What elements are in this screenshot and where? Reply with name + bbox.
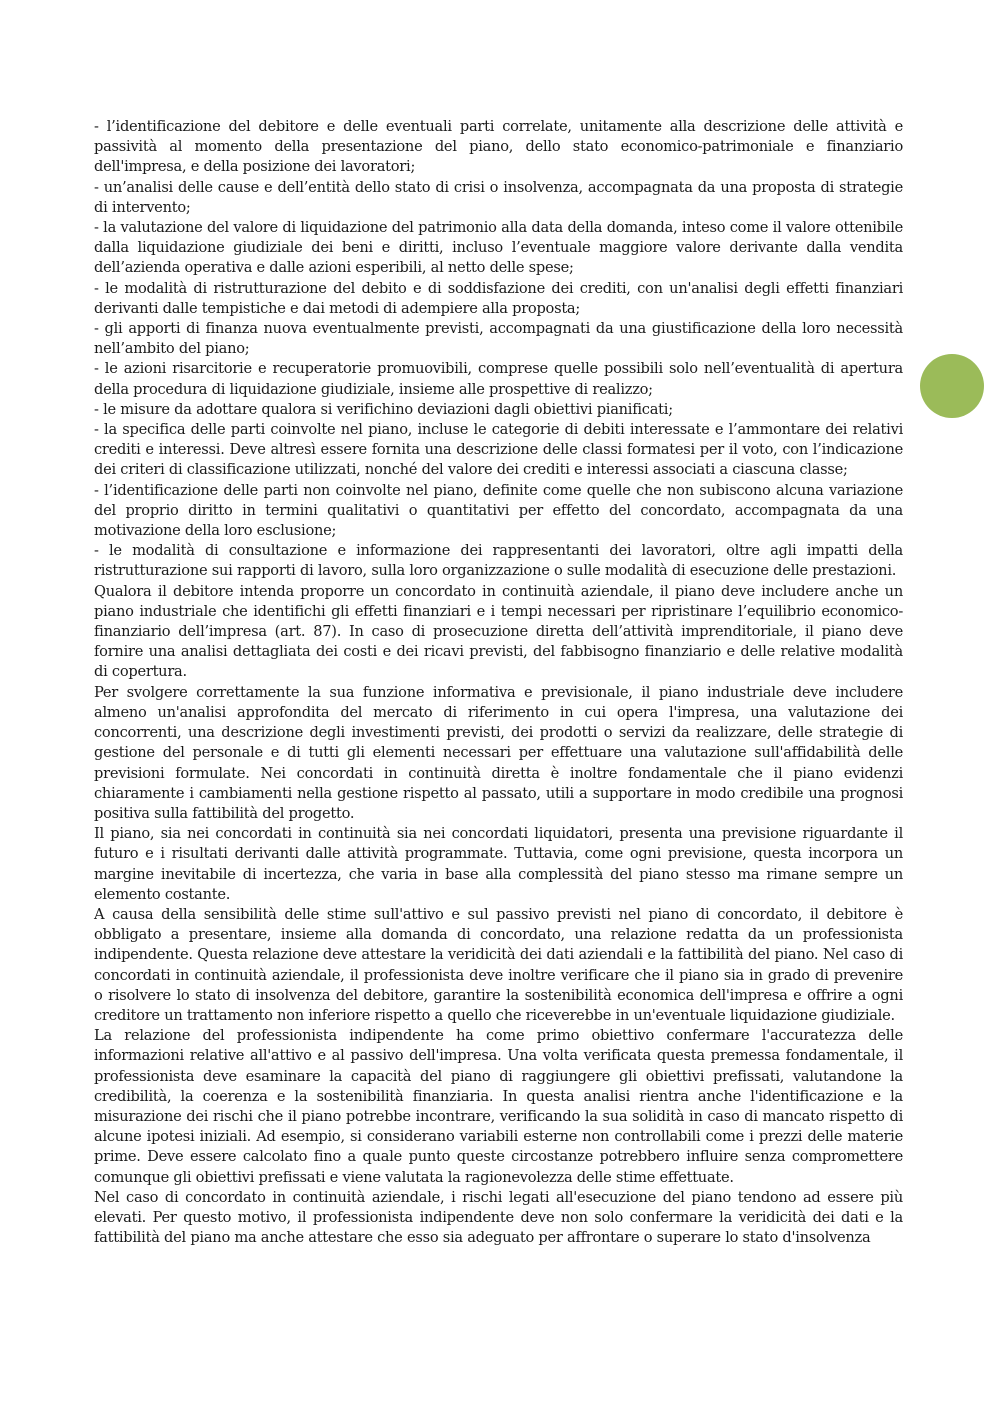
list-item-worker-consultation: - le modalità di consultazione e informazione dei rappresentanti dei lavoratori, oltre agli impatti della ristrutturazione sui rapporti di lavoro, sulla loro organizzazione o sulle modalità di esecuzione delle prestazioni.	[94, 542, 903, 580]
paragraph-report-objectives: La relazione del professionista indipendente ha come primo obiettivo confermare l'accuratezza delle informazioni relative all'attivo e al passivo dell'impresa. Una volta verificata questa premessa fondamentale, il professionista deve esaminare la capacità del piano di raggiungere gli obiettivi prefissati, valutandone la credibilità, la coerenza e la sostenibilità finanziaria. In questa analisi rientra anche l'identificazione e la misurazione dei rischi che il piano potrebbe incontrare, verificando la sua solidità in caso di mancato rispetto di alcune ipotesi iniziali. Ad esempio, si considerano variabili esterne non controllabili come i prezzi delle materie prime. Deve essere calcolato fino a quale punto queste circostanze potrebbero influire senza compromettere comunque gli obiettivi prefissati e viene valutata la ragionevolezza delle stime effettuate.	[94, 1027, 903, 1186]
list-item-debt-restructuring: - le modalità di ristrutturazione del debito e di soddisfazione dei crediti, con un'analisi degli effetti finanziari derivanti dalle tempistiche e dai metodi di adempiere alla proposta;	[94, 279, 903, 317]
body-text	[94, 117, 903, 1248]
list-item-involved-parties: - la specifica delle parti coinvolte nel piano, incluse le categorie di debiti interessate e l’ammontare dei relativi crediti e interessi. Deve altresì essere fornita una descrizione delle classi formatesi per il voto, con l’indicazione dei criteri di classificazione utilizzati, nonché del valore dei crediti e interessi associati a ciascuna classe;	[94, 421, 903, 479]
paragraph-continuity-plan: Qualora il debitore intenda proporre un concordato in continuità aziendale, il piano deve includere anche un piano industriale che identifichi gli effetti finanziari e i tempi necessari per ripristinare l’equilibrio economico-finanziario dell’impresa (art. 87). In caso di prosecuzione diretta dell’attività imprenditoriale, il piano deve fornire una analisi dettagliata dei costi e dei ricavi previsti, del fabbisogno finanziario e delle relative modalità di copertura.	[94, 582, 903, 681]
paragraph-industrial-plan: Per svolgere correttamente la sua funzione informativa e previsionale, il piano industriale deve includere almeno un'analisi approfondita del mercato di riferimento in cui opera l'impresa, una valutazione dei concorrenti, una descrizione degli investimenti previsti, dei prodotti o servizi da realizzare, delle strategie di gestione del personale e di tutti gli elementi necessari per effettuare una valutazione sull'affidabilità delle previsioni formulate. Nei concordati in continuità diretta è inoltre fondamentale che il piano evidenzi chiaramente i cambiamenti nella gestione rispetto al passato, utili a supportare in modo credibile una prognosi positiva sulla fattibilità del progetto.	[94, 683, 903, 822]
list-item-liquidation-value: - la valutazione del valore di liquidazione del patrimonio alla data della domanda, inteso come il valore ottenibile dalla liquidazione giudiziale dei beni e diritti, incluso l’eventuale maggiore valore derivante dalla vendita dell’azienda operativa e dalle azioni esperibili, al netto delle spese;	[94, 219, 903, 277]
list-item-crisis-analysis: - un’analisi delle cause e dell’entità dello stato di crisi o insolvenza, accompagnata da una proposta di strategie di intervento;	[94, 178, 903, 216]
list-item-debtor-identification: - l’identificazione del debitore e delle eventuali parti correlate, unitamente alla descrizione delle attività e passività al momento della presentazione del piano, dello stato economico-patrimoniale e finanziario dell'impresa, e della posizione dei lavoratori;	[94, 118, 903, 176]
list-item-recovery-actions: - le azioni risarcitorie e recuperatorie promuovibili, comprese quelle possibili solo nell’eventualità di apertura della procedura di liquidazione giudiziale, insieme alle prospettive di realizzo;	[94, 360, 903, 398]
paragraph-uncertainty: Il piano, sia nei concordati in continuità sia nei concordati liquidatori, presenta una previsione riguardante il futuro e i risultati derivanti dalle attività programmate. Tuttavia, come ogni previsione, questa incorpora un margine inevitabile di incertezza, che varia in base alla complessità del piano stesso ma rimane sempre un elemento costante.	[94, 825, 903, 903]
list-item-excluded-parties: - l’identificazione delle parti non coinvolte nel piano, definite come quelle che non subiscono alcuna variazione del proprio diritto in termini qualitativi o quantitativi per effetto del concordato, accompagnata da una motivazione della loro esclusione;	[94, 481, 903, 540]
paragraph-continuity-risks: Nel caso di concordato in continuità aziendale, i rischi legati all'esecuzione del piano tendono ad essere più elevati. Per questo motivo, il professionista indipendente deve non solo confermare la veridicità dei dati e la fattibilità del piano ma anche attestare che esso sia adeguato per affrontare o superare lo stato d'insolvenza	[94, 1188, 903, 1247]
list-item-deviation-measures: - le misure da adottare qualora si verifichino deviazioni dagli obiettivi pianificati;	[94, 400, 673, 418]
green-circle-decoration	[920, 354, 984, 418]
paragraph-independent-report: A causa della sensibilità delle stime sull'attivo e sul passivo previsti nel piano di concordato, il debitore è obbligato a presentare, insieme alla domanda di concordato, una relazione redatta da un professionista indipendente. Questa relazione deve attestare la veridicità dei dati aziendali e la fattibilità del piano. Nel caso di concordati in continuità aziendale, il professionista deve inoltre verificare che il piano sia in grado di prevenire o risolvere lo stato di insolvenza del debitore, garantire la sostenibilità economica dell'impresa e offrire a ogni creditore un trattamento non inferiore rispetto a quello che riceverebbe in un'eventuale liquidazione giudiziale.	[94, 905, 903, 1024]
list-item-new-finance: - gli apporti di finanza nuova eventualmente previsti, accompagnati da una giustificazione della loro necessità nell’ambito del piano;	[94, 320, 903, 358]
